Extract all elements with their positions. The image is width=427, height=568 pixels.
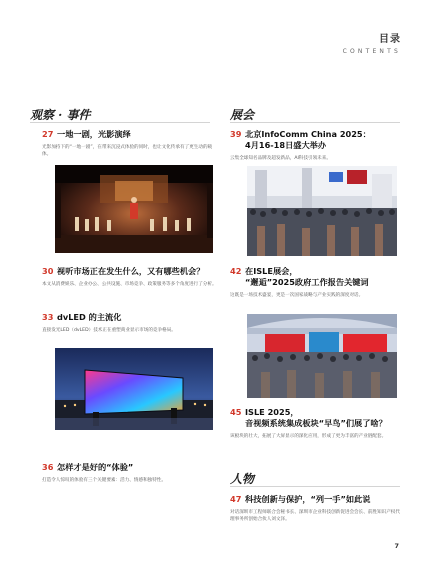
article-desc: 云集全球知名品牌及超发新品，AI科技引领未来。 — [230, 156, 331, 161]
article-desc: 这既是一场技术盛宴，更是一次国家战略与产业实践的深度对话。 — [230, 293, 364, 298]
article-desc: 该板块的壮大，拓展了大屏显示的深化应用，形成了更为丰富的产业链配套。 — [230, 434, 387, 439]
toc-item[interactable] — [42, 462, 217, 485]
toc-item[interactable] — [230, 266, 400, 300]
article-title: 科技创新与保护，“列一手”如此说 — [245, 494, 371, 504]
page-ref: 42 — [230, 266, 242, 276]
page-number: 7 — [394, 542, 399, 550]
article-desc: 直接发光LED（dvLED）技术正在重塑商业显示市场的竞争格局。 — [42, 328, 176, 333]
page-ref: 33 — [42, 312, 54, 322]
section-divider — [30, 122, 210, 123]
article-title: ISLE 2025， — [245, 407, 299, 417]
contents-header — [343, 30, 401, 55]
article-title-line2: “邂逅”2025政府工作报告关键词 — [245, 277, 369, 287]
page-ref: 30 — [42, 266, 54, 276]
section-title-exhibitions: 展会 — [230, 108, 255, 122]
article-desc: 打造令人惊叹的体验有三个关键要素：活力、情感和独特性。 — [42, 478, 167, 483]
article-title-line2: 4月16-18日盛大举办 — [245, 140, 327, 150]
theater-performance-photo — [55, 165, 213, 253]
article-title: 北京InfoComm China 2025： — [245, 129, 371, 139]
page-ref: 45 — [230, 407, 242, 417]
section-title-people: 人物 — [230, 472, 255, 486]
article-title-line2: 音视频系统集成板块“早鸟”们展了啥？ — [245, 418, 387, 428]
section-divider — [230, 486, 400, 487]
article-desc: 本文从消费娱乐、企业办公、公共设施、市场竞争、政策服务等多个角度进行了分析。 — [42, 282, 217, 287]
page-ref: 36 — [42, 462, 54, 472]
toc-item[interactable] — [42, 266, 217, 289]
section-title-observe-events: 观察 · 事件 — [30, 108, 91, 122]
article-desc: 光影加持下的“一地一剧”，在带来沉浸式体验的同时，也让文化传承有了更生动的载体。 — [42, 145, 213, 157]
article-title: 在ISLE展会， — [245, 266, 298, 276]
toc-item[interactable] — [230, 494, 400, 524]
section-divider — [230, 122, 400, 123]
isle-exhibition-hall-photo — [247, 314, 397, 398]
contents-subtitle: CONTENTS — [342, 48, 401, 55]
article-title: dvLED 的主流化 — [57, 312, 122, 322]
article-title: 一地一剧，光影演绎 — [57, 129, 131, 139]
toc-item[interactable] — [230, 407, 400, 441]
article-title: 视听市场正在发生什么，又有哪些机会？ — [57, 266, 205, 276]
toc-item[interactable] — [230, 129, 400, 163]
page-ref: 27 — [42, 129, 54, 139]
page-ref: 47 — [230, 494, 242, 504]
toc-item[interactable] — [42, 129, 217, 159]
contents-title: 目录 — [379, 34, 401, 45]
article-title: 怎样才是好的“体验” — [57, 462, 134, 472]
article-desc: 对话深圳市工程师联合会秘书长、深圳市企业科技创新促进会会长、前胜知识产权代理事务所创始合伙人刘文泽。 — [230, 510, 400, 522]
toc-item[interactable] — [42, 312, 217, 335]
outdoor-led-screen-photo — [55, 348, 213, 430]
page-ref: 39 — [230, 129, 242, 139]
exhibition-crowd-photo — [247, 166, 397, 256]
